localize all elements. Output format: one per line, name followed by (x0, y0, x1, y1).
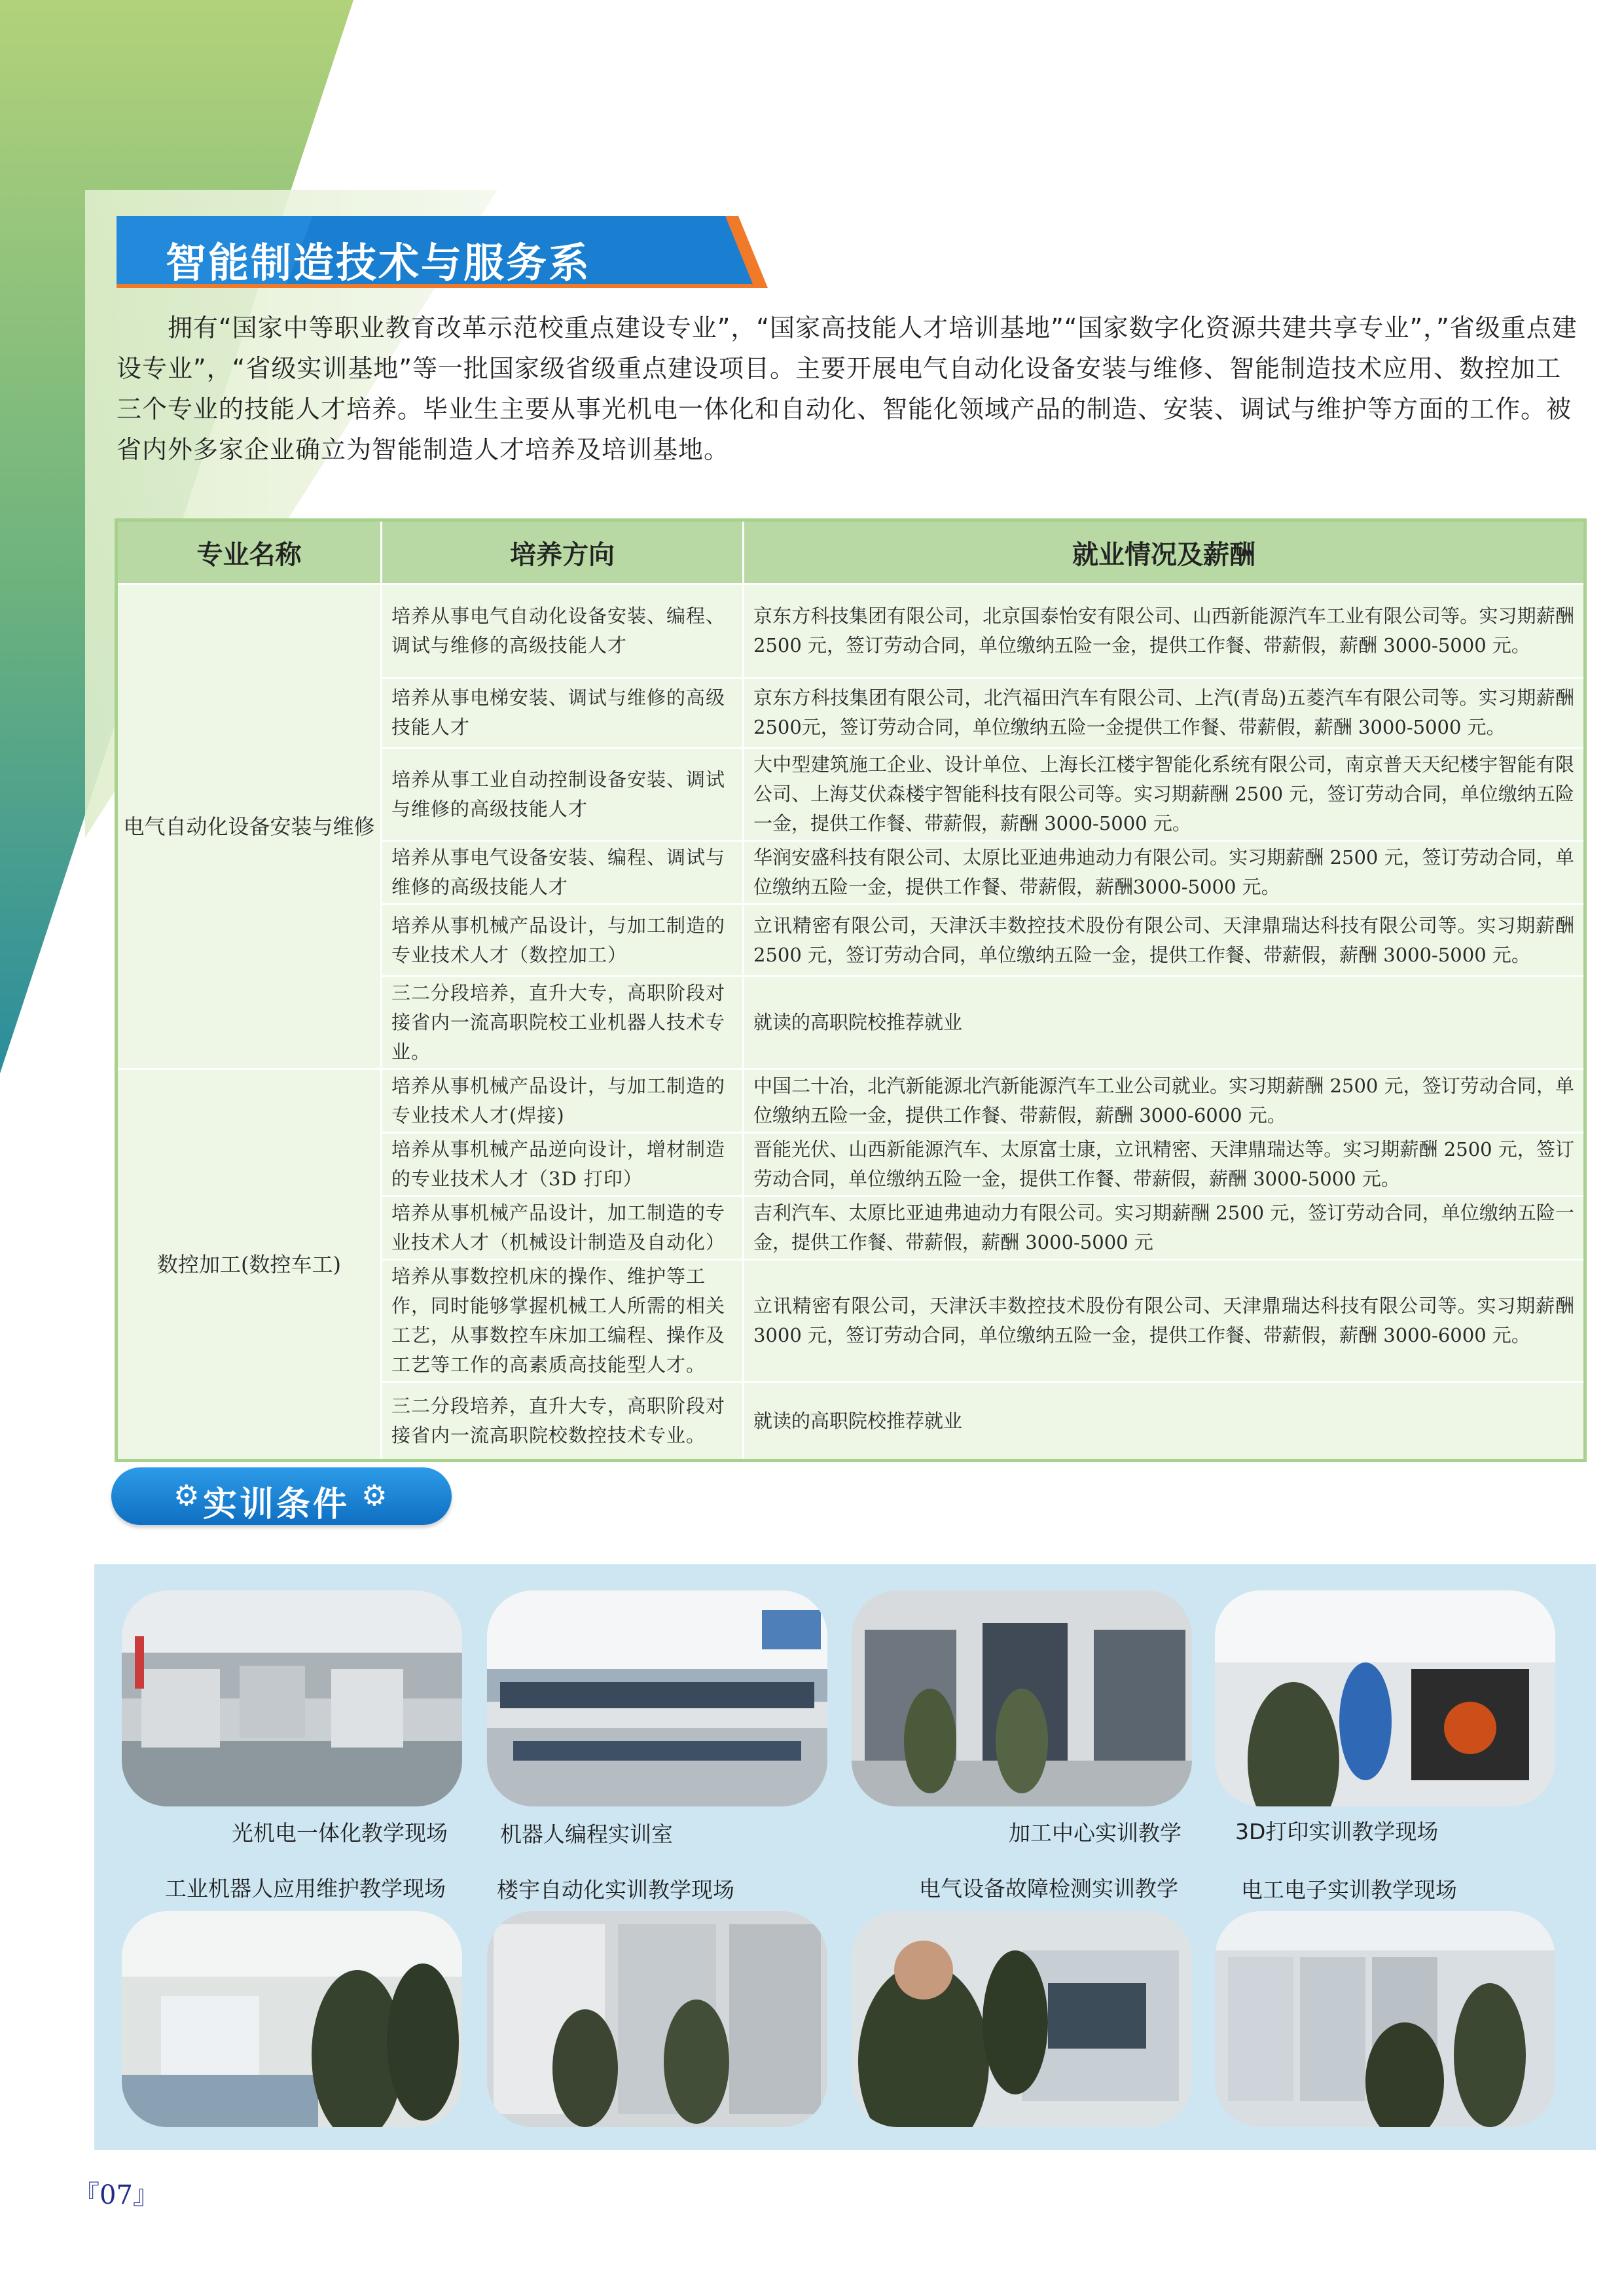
gear-icon: ⚙ (173, 1479, 200, 1513)
direction-cell: 培养从事工业自动控制设备安装、调试与维修的高级技能人才 (382, 748, 744, 841)
section-title-banner (117, 216, 771, 288)
caption-electronics: 电工电子实训教学现场 (1241, 1877, 1457, 1903)
table-row (117, 1069, 1585, 1133)
table-header-row (117, 520, 1585, 584)
photo-industrial-robot-lab (122, 1911, 462, 2127)
training-title-text: 实训条件 (203, 1485, 350, 1524)
caption-3d-printing: 3D打印实训教学现场 (1235, 1819, 1439, 1844)
major-cell: 数控加工(数控车工) (117, 1069, 382, 1461)
direction-cell: 培养从事数控机床的操作、维护等工作，同时能够掌握机械工人所需的相关工艺，从事数控车床加工编程、操作及工艺等工作的高素质高技能型人才。 (382, 1260, 744, 1382)
photo-machining-center (852, 1590, 1192, 1806)
section-title: 智能制造技术与服务系 (166, 239, 592, 287)
page-number: 『07』 (73, 2180, 159, 2210)
intro-text: 拥有“国家中等职业教育改革示范校重点建设专业”，“国家高技能人才培训基地”“国家数字化资源共建共享专业”，”省级重点建设专业”，“省级实训基地”等一批国家级省级重点建设项目。主要开展电气自动化设备安装与维修、智能制造技术应用、数控加工三个专业的技能人才培养。毕业生主要从事光机电一体化和自动化、智能化领域产品的制造、安装、调试与维护等方面的工作。被省内外多家企业确立为智能制造人才培养及培训基地。 (117, 314, 1578, 464)
direction-cell: 培养从事电气自动化设备安装、编程、调试与维修的高级技能人才 (382, 584, 744, 678)
training-section-title (111, 1467, 452, 1525)
employment-cell: 京东方科技集团有限公司，北汽福田汽车有限公司、上汽(青岛)五菱汽车有限公司等。实习期薪酬 2500元，签订劳动合同，单位缴纳五险一金提供工作餐、带薪假，薪酬 3000-5000 元。 (744, 678, 1585, 748)
employment-cell: 立讯精密有限公司，天津沃丰数控技术股份有限公司、天津鼎瑞达科技有限公司等。实习期薪酬 2500 元，签订劳动合同，单位缴纳五险一金，提供工作餐、带薪假，薪酬 3000-5000 元。 (744, 905, 1585, 977)
photo-electronics-lab (1215, 1911, 1555, 2127)
photo-3d-printing-lab (1215, 1590, 1555, 1806)
major-cell: 电气自动化设备安装与维修 (117, 584, 382, 1069)
header-major: 专业名称 (117, 520, 382, 584)
employment-cell: 就读的高职院校推荐就业 (744, 977, 1585, 1069)
employment-cell: 就读的高职院校推荐就业 (744, 1382, 1585, 1461)
photo-building-automation-lab (487, 1911, 827, 2127)
direction-cell: 培养从事机械产品设计，与加工制造的专业技术人才(焊接) (382, 1069, 744, 1133)
table-row (117, 584, 1585, 678)
caption-machining: 加工中心实训教学 (1009, 1820, 1182, 1846)
header-employment: 就业情况及薪酬 (744, 520, 1585, 584)
direction-cell: 培养从事机械产品设计，与加工制造的专业技术人才（数控加工） (382, 905, 744, 977)
employment-cell: 大中型建筑施工企业、设计单位、上海长江楼宇智能化系统有限公司，南京普天天纪楼宇智能有限公司、上海艾伏森楼宇智能科技有限公司等。实习期薪酬 2500 元，签订劳动合同，单位缴纳五险一金，提供工作餐、带薪假，薪酬 3000-5000 元。 (744, 748, 1585, 841)
direction-cell: 培养从事机械产品设计，加工制造的专业技术人才（机械设计制造及自动化） (382, 1196, 744, 1260)
training-gallery (94, 1564, 1596, 2150)
caption-mechatronics: 光机电一体化教学现场 (232, 1820, 448, 1846)
employment-cell: 中国二十冶，北汽新能源北汽新能源汽车工业公司就业。实习期薪酬 2500 元，签订劳动合同，单位缴纳五险一金，提供工作餐、带薪假，薪酬 3000-6000 元。 (744, 1069, 1585, 1133)
caption-industrial-robot: 工业机器人应用维护教学现场 (165, 1876, 446, 1901)
direction-cell: 三二分段培养，直升大专，高职阶段对接省内一流高职院校工业机器人技术专业。 (382, 977, 744, 1069)
photo-robot-programming-lab (487, 1590, 827, 1806)
employment-cell: 吉利汽车、太原比亚迪弗迪动力有限公司。实习期薪酬 2500 元，签订劳动合同，单位缴纳五险一金，提供工作餐、带薪假，薪酬 3000-5000 元 (744, 1196, 1585, 1260)
direction-cell: 培养从事电梯安装、调试与维修的高级技能人才 (382, 678, 744, 748)
employment-cell: 晋能光伏、山西新能源汽车、太原富士康，立讯精密、天津鼎瑞达等。实习期薪酬 2500 元，签订劳动合同，单位缴纳五险一金，提供工作餐、带薪假，薪酬 3000-5000 元。 (744, 1133, 1585, 1196)
majors-table (115, 518, 1587, 1462)
direction-cell: 三二分段培养，直升大专，高职阶段对接省内一流高职院校数控技术专业。 (382, 1382, 744, 1461)
intro-paragraph (117, 308, 1583, 470)
caption-robot-programming: 机器人编程实训室 (500, 1821, 673, 1847)
direction-cell: 培养从事电气设备安装、编程、调试与维修的高级技能人才 (382, 841, 744, 905)
caption-electrical-fault: 电气设备故障检测实训教学 (919, 1876, 1178, 1901)
employment-cell: 立讯精密有限公司，天津沃丰数控技术股份有限公司、天津鼎瑞达科技有限公司等。实习期薪酬 3000 元，签订劳动合同，单位缴纳五险一金，提供工作餐、带薪假，薪酬 3000-6000 元。 (744, 1260, 1585, 1382)
photo-mechatronics-lab (122, 1590, 462, 1806)
header-direction: 培养方向 (382, 520, 744, 584)
gear-icon: ⚙ (361, 1479, 388, 1513)
employment-cell: 华润安盛科技有限公司、太原比亚迪弗迪动力有限公司。实习期薪酬 2500 元，签订劳动合同，单位缴纳五险一金，提供工作餐、带薪假，薪酬3000-5000 元。 (744, 841, 1585, 905)
photo-electrical-fault-lab (852, 1911, 1192, 2127)
caption-building-automation: 楼宇自动化实训教学现场 (497, 1877, 734, 1903)
direction-cell: 培养从事机械产品逆向设计，增材制造的专业技术人才（3D 打印） (382, 1133, 744, 1196)
employment-cell: 京东方科技集团有限公司，北京国泰怡安有限公司、山西新能源汽车工业有限公司等。实习期薪酬 2500 元，签订劳动合同，单位缴纳五险一金，提供工作餐、带薪假，薪酬 3000-5000 元。 (744, 584, 1585, 678)
